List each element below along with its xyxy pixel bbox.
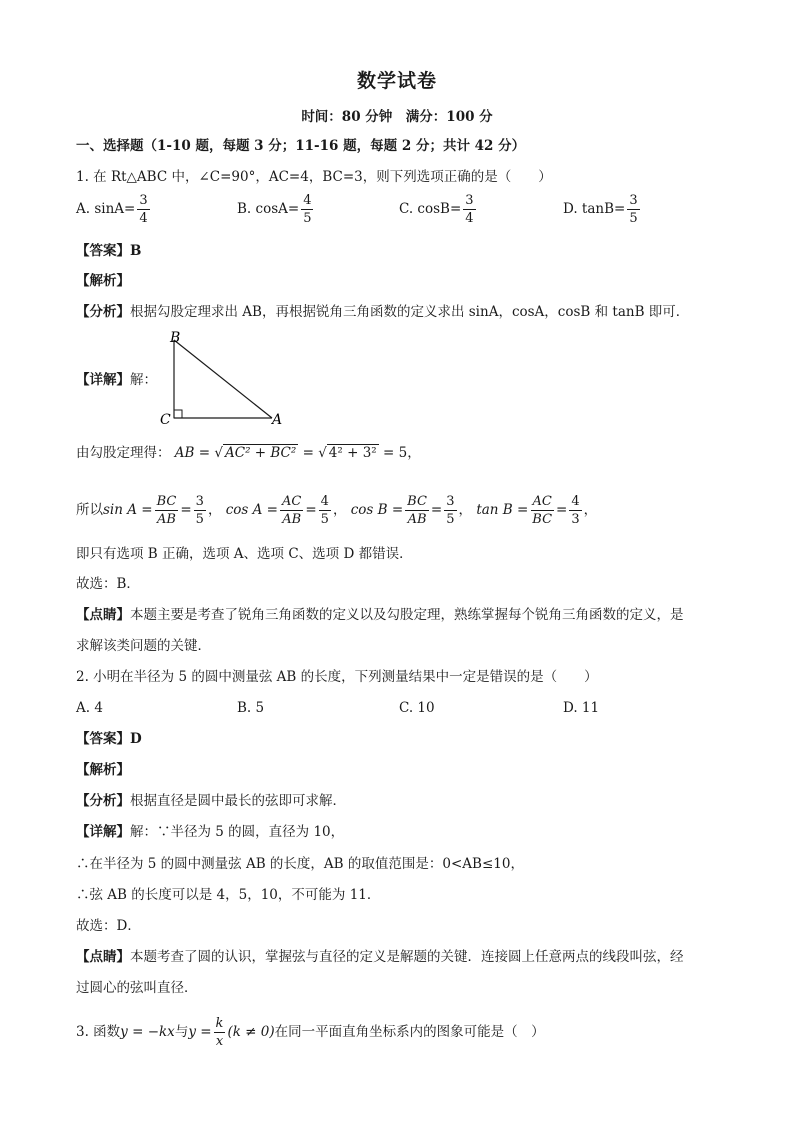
q1-pythagoras: 由勾股定理得： AB = √ AC² + BC² = √ 4² + 3² = 5，	[76, 445, 421, 461]
vertex-c-label: C	[160, 412, 171, 428]
q1-fenxi: 【分析】根据勾股定理求出 AB，再根据锐角三角函数的定义求出 sinA，cosA，cosB 和 tanB 即可．	[76, 304, 690, 320]
q1-dianjing-cont: 求解该类问题的关键．	[76, 638, 211, 654]
q2-analysis-heading: 【解析】	[76, 762, 130, 778]
q1-option-a	[76, 193, 152, 226]
option-d-fraction: $\frac{3}{5}$	[629, 193, 638, 226]
sqrt-2: √ 4² + 3²	[318, 445, 377, 461]
sqrt-1: √ AC² + BC²	[214, 445, 297, 461]
q2-dianjing-cont: 过圆心的弦叫直径．	[76, 980, 198, 996]
option-c-fraction: $\frac{3}{4}$	[465, 193, 474, 226]
q1-option-c	[399, 193, 478, 226]
q1-xiangjie: 【详解】解：	[76, 372, 157, 388]
vertex-b-label: B	[170, 330, 181, 346]
option-c-label: C. cosB=	[399, 201, 462, 217]
q2-option-c: C. 10	[399, 700, 435, 716]
q2-stem: 2. 小明在半径为 5 的圆中测量弦 AB 的长度，下列测量结果中一定是错误的是（ ）	[76, 669, 598, 685]
q3-stem: 3. 函数y = −kx与y = $\frac{k}{x}$ (k ≠ 0)在同一平面直角坐标系内的图象可能是（ ）	[76, 1016, 545, 1049]
q2-option-d: D. 11	[563, 700, 600, 716]
option-b-label: B. cosA=	[237, 201, 300, 217]
q1-analysis-heading: 【解析】	[76, 273, 130, 289]
option-d-label: D. tanB=	[563, 201, 626, 217]
q2-option-b: B. 5	[237, 700, 265, 716]
q1-dianjing: 【点睛】本题主要是考查了锐角三角函数的定义以及勾股定理，熟练掌握每个锐角三角函数的定义，是	[76, 607, 684, 623]
q2-choose: 故选：D．	[76, 918, 141, 934]
q2-step1: ∴在半径为 5 的圆中测量弦 AB 的长度，AB 的取值范围是：0<AB≤10，	[76, 856, 524, 872]
triangle-figure	[156, 328, 296, 428]
q1-conclusion: 即只有选项 B 正确，选项 A、选项 C、选项 D 都错误．	[76, 546, 413, 562]
q2-step2: ∴弦 AB 的长度可以是 4，5，10，不可能为 11．	[76, 887, 381, 903]
q1-choose: 故选：B．	[76, 576, 140, 592]
section-heading: 一、选择题（1-10 题，每题 3 分；11-16 题，每题 2 分；共计 42 分）	[76, 138, 526, 154]
q2-dianjing: 【点睛】本题考查了圆的认识，掌握弦与直径的定义是解题的关键．连接圆上任意两点的线段叫弦，经	[76, 949, 684, 965]
q1-option-b	[237, 193, 315, 226]
page-title: 数学试卷	[356, 70, 437, 92]
q2-fenxi: 【分析】根据直径是圆中最长的弦即可求解．	[76, 793, 346, 809]
exam-info: 时间：80 分钟 满分：100 分	[301, 109, 493, 125]
q2-option-a: A. 4	[76, 700, 103, 716]
q2-answer: 【答案】D	[76, 731, 142, 747]
option-a-label: A. sinA=	[76, 201, 136, 217]
q1-trig-values: 所以sin A = $\frac{BC}{AB}$ = $\frac{3}{5}$ ， cos A = $\frac{AC}{AB}$ = $\frac{4}{5}$ ， cos B = $\frac{BC}{AB}$ = $\frac{3}{5}$ ， tan B = $\frac{AC}{BC}$ = $\frac{4}{3}$ ，	[76, 494, 598, 527]
q1-answer: 【答案】B	[76, 243, 142, 259]
option-a-fraction: $\frac{3}{4}$	[139, 193, 148, 226]
q2-xiangjie: 【详解】解：∵半径为 5 的圆，直径为 10，	[76, 824, 345, 840]
q3-fraction: $\frac{k}{x}$	[215, 1016, 224, 1049]
q1-stem: 1. 在 Rt△ABC 中，∠C=90°，AC=4，BC=3，则下列选项正确的是（ ）	[76, 169, 552, 185]
vertex-a-label: A	[272, 412, 283, 428]
q1-option-d	[563, 193, 642, 226]
option-b-fraction: $\frac{4}{5}$	[303, 193, 312, 226]
